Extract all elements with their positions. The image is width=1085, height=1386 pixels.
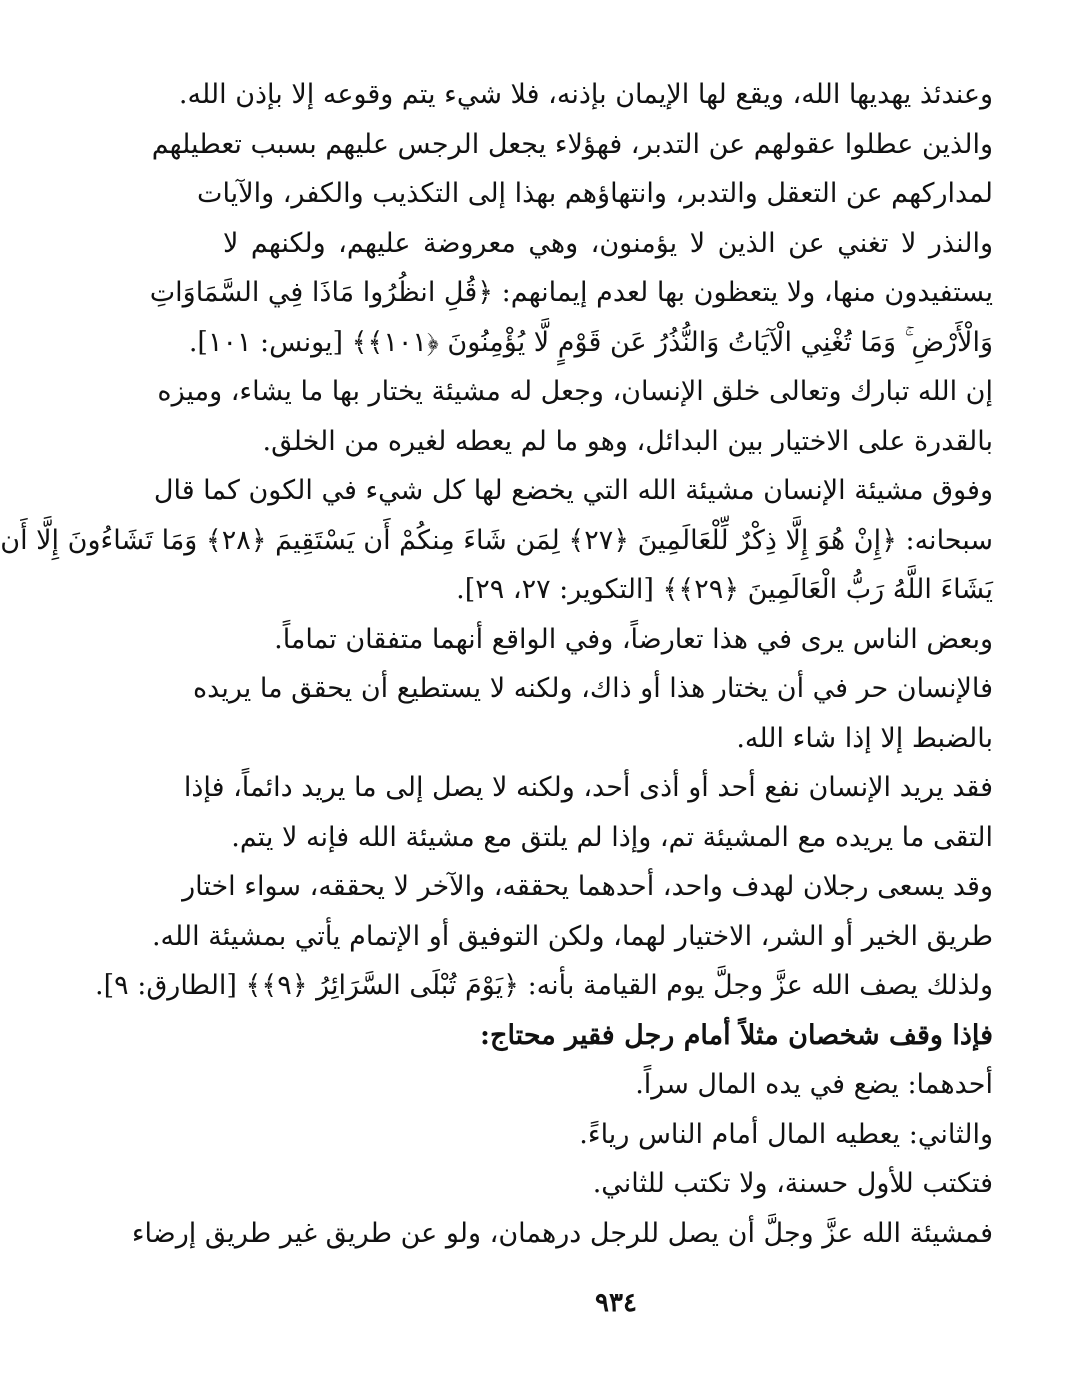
page-number: ٩٣٤ bbox=[595, 1288, 637, 1318]
text-line: أحدهما: يضع في يده المال سراً. bbox=[635, 1069, 993, 1100]
text-line: وبعض الناس يرى في هذا تعارضاً، وفي الواقع أنهما متفقان تماماً. bbox=[274, 623, 993, 655]
text-line: فتكتب للأول حسنة، ولا تكتب للثاني. bbox=[592, 1168, 993, 1199]
text-line: فالإنسان حر في أن يختار هذا أو ذاك، ولكنه لا يستطيع أن يحقق ما يريده bbox=[193, 673, 993, 704]
quran-verse-line: ولذلك يصف الله عزَّ وجلَّ يوم القيامة بأنه: ﴿يَوْمَ تُبْلَى السَّرَائِرُ ﴿٩﴾﴾ [الطارق: ٩]. bbox=[95, 970, 993, 1001]
page-body bbox=[0, 70, 993, 1258]
text-line: والذين عطلوا عقولهم عن التدبر، فهؤلاء يجعل الرجس عليهم بسبب تعطيلهم bbox=[151, 128, 993, 160]
text-line: طريق الخير أو الشر، الاختيار لهما، ولكن التوفيق أو الإتمام يأتي بمشيئة الله. bbox=[151, 920, 993, 952]
quran-verse-line: وَالْأَرْضِ ۚ وَمَا تُغْنِي الْآيَاتُ وَالنُّذُرُ عَن قَوْمٍ لَّا يُؤْمِنُونَ ﴿١٠١﴾﴾ [يونس: ١٠١]. bbox=[188, 326, 993, 358]
text-line: التقى ما يريده مع المشيئة تم، وإذا لم يلتق مع مشيئة الله فإنه لا يتم. bbox=[231, 821, 993, 853]
text-line: والنذر لا تغني عن الذين لا يؤمنون، وهي معروضة عليهم، ولكنهم لا bbox=[223, 227, 993, 259]
bold-heading-line: فإذا وقف شخصان مثلاً أمام رجل فقير محتاج: bbox=[480, 1019, 993, 1051]
text-line: فقد يريد الإنسان نفع أحد أو أذى أحد، ولكنه لا يصل إلى ما يريد دائماً، فإذا bbox=[183, 772, 993, 803]
text-line: وفوق مشيئة الإنسان مشيئة الله التي يخضع لها كل شيء في الكون كما قال bbox=[153, 475, 993, 506]
text-line: يستفيدون منها، ولا يتعظون بها لعدم إيمانهم: ﴿قُلِ انظُرُوا مَاذَا فِي السَّمَاوَاتِ bbox=[149, 277, 993, 308]
text-line: والثاني: يعطيه المال أمام الناس رياءً. bbox=[579, 1118, 993, 1150]
quran-verse-line: يَشَاءَ اللَّهُ رَبُّ الْعَالَمِينَ ﴿٢٩﴾﴾ [التكوير: ٢٧، ٢٩]. bbox=[456, 574, 993, 605]
text-line: إن الله تبارك وتعالى خلق الإنسان، وجعل له مشيئة يختار بها ما يشاء، وميزه bbox=[157, 376, 993, 407]
quran-verse-line: سبحانه: ﴿إِنْ هُوَ إِلَّا ذِكْرٌ لِّلْعَالَمِينَ ﴿٢٧﴾ لِمَن شَاءَ مِنكُمْ أَن يَسْتَقِيمَ ﴿٢٨﴾ وَمَا تَشَاءُونَ إِلَّا أَن bbox=[0, 524, 993, 556]
text-line: لمداركهم عن التعقل والتدبر، وانتهاؤهم بهذا إلى التكذيب والكفر، والآيات bbox=[197, 178, 993, 209]
text-line: وقد يسعى رجلان لهدف واحد، أحدهما يحققه، والآخر لا يحققه، سواء اختار bbox=[182, 871, 993, 902]
text-line: وعندئذ يهديها الله، ويقع لها الإيمان بإذنه، فلا شيء يتم وقوعه إلا بإذن الله. bbox=[178, 79, 993, 110]
text-line: فمشيئة الله عزَّ وجلَّ أن يصل للرجل درهمان، ولو عن طريق غير طريق إرضاء bbox=[131, 1217, 993, 1249]
text-line: بالضبط إلا إذا شاء الله. bbox=[736, 722, 993, 754]
text-line: بالقدرة على الاختيار بين البدائل، وهو ما لم يعطه لغيره من الخلق. bbox=[262, 425, 993, 457]
